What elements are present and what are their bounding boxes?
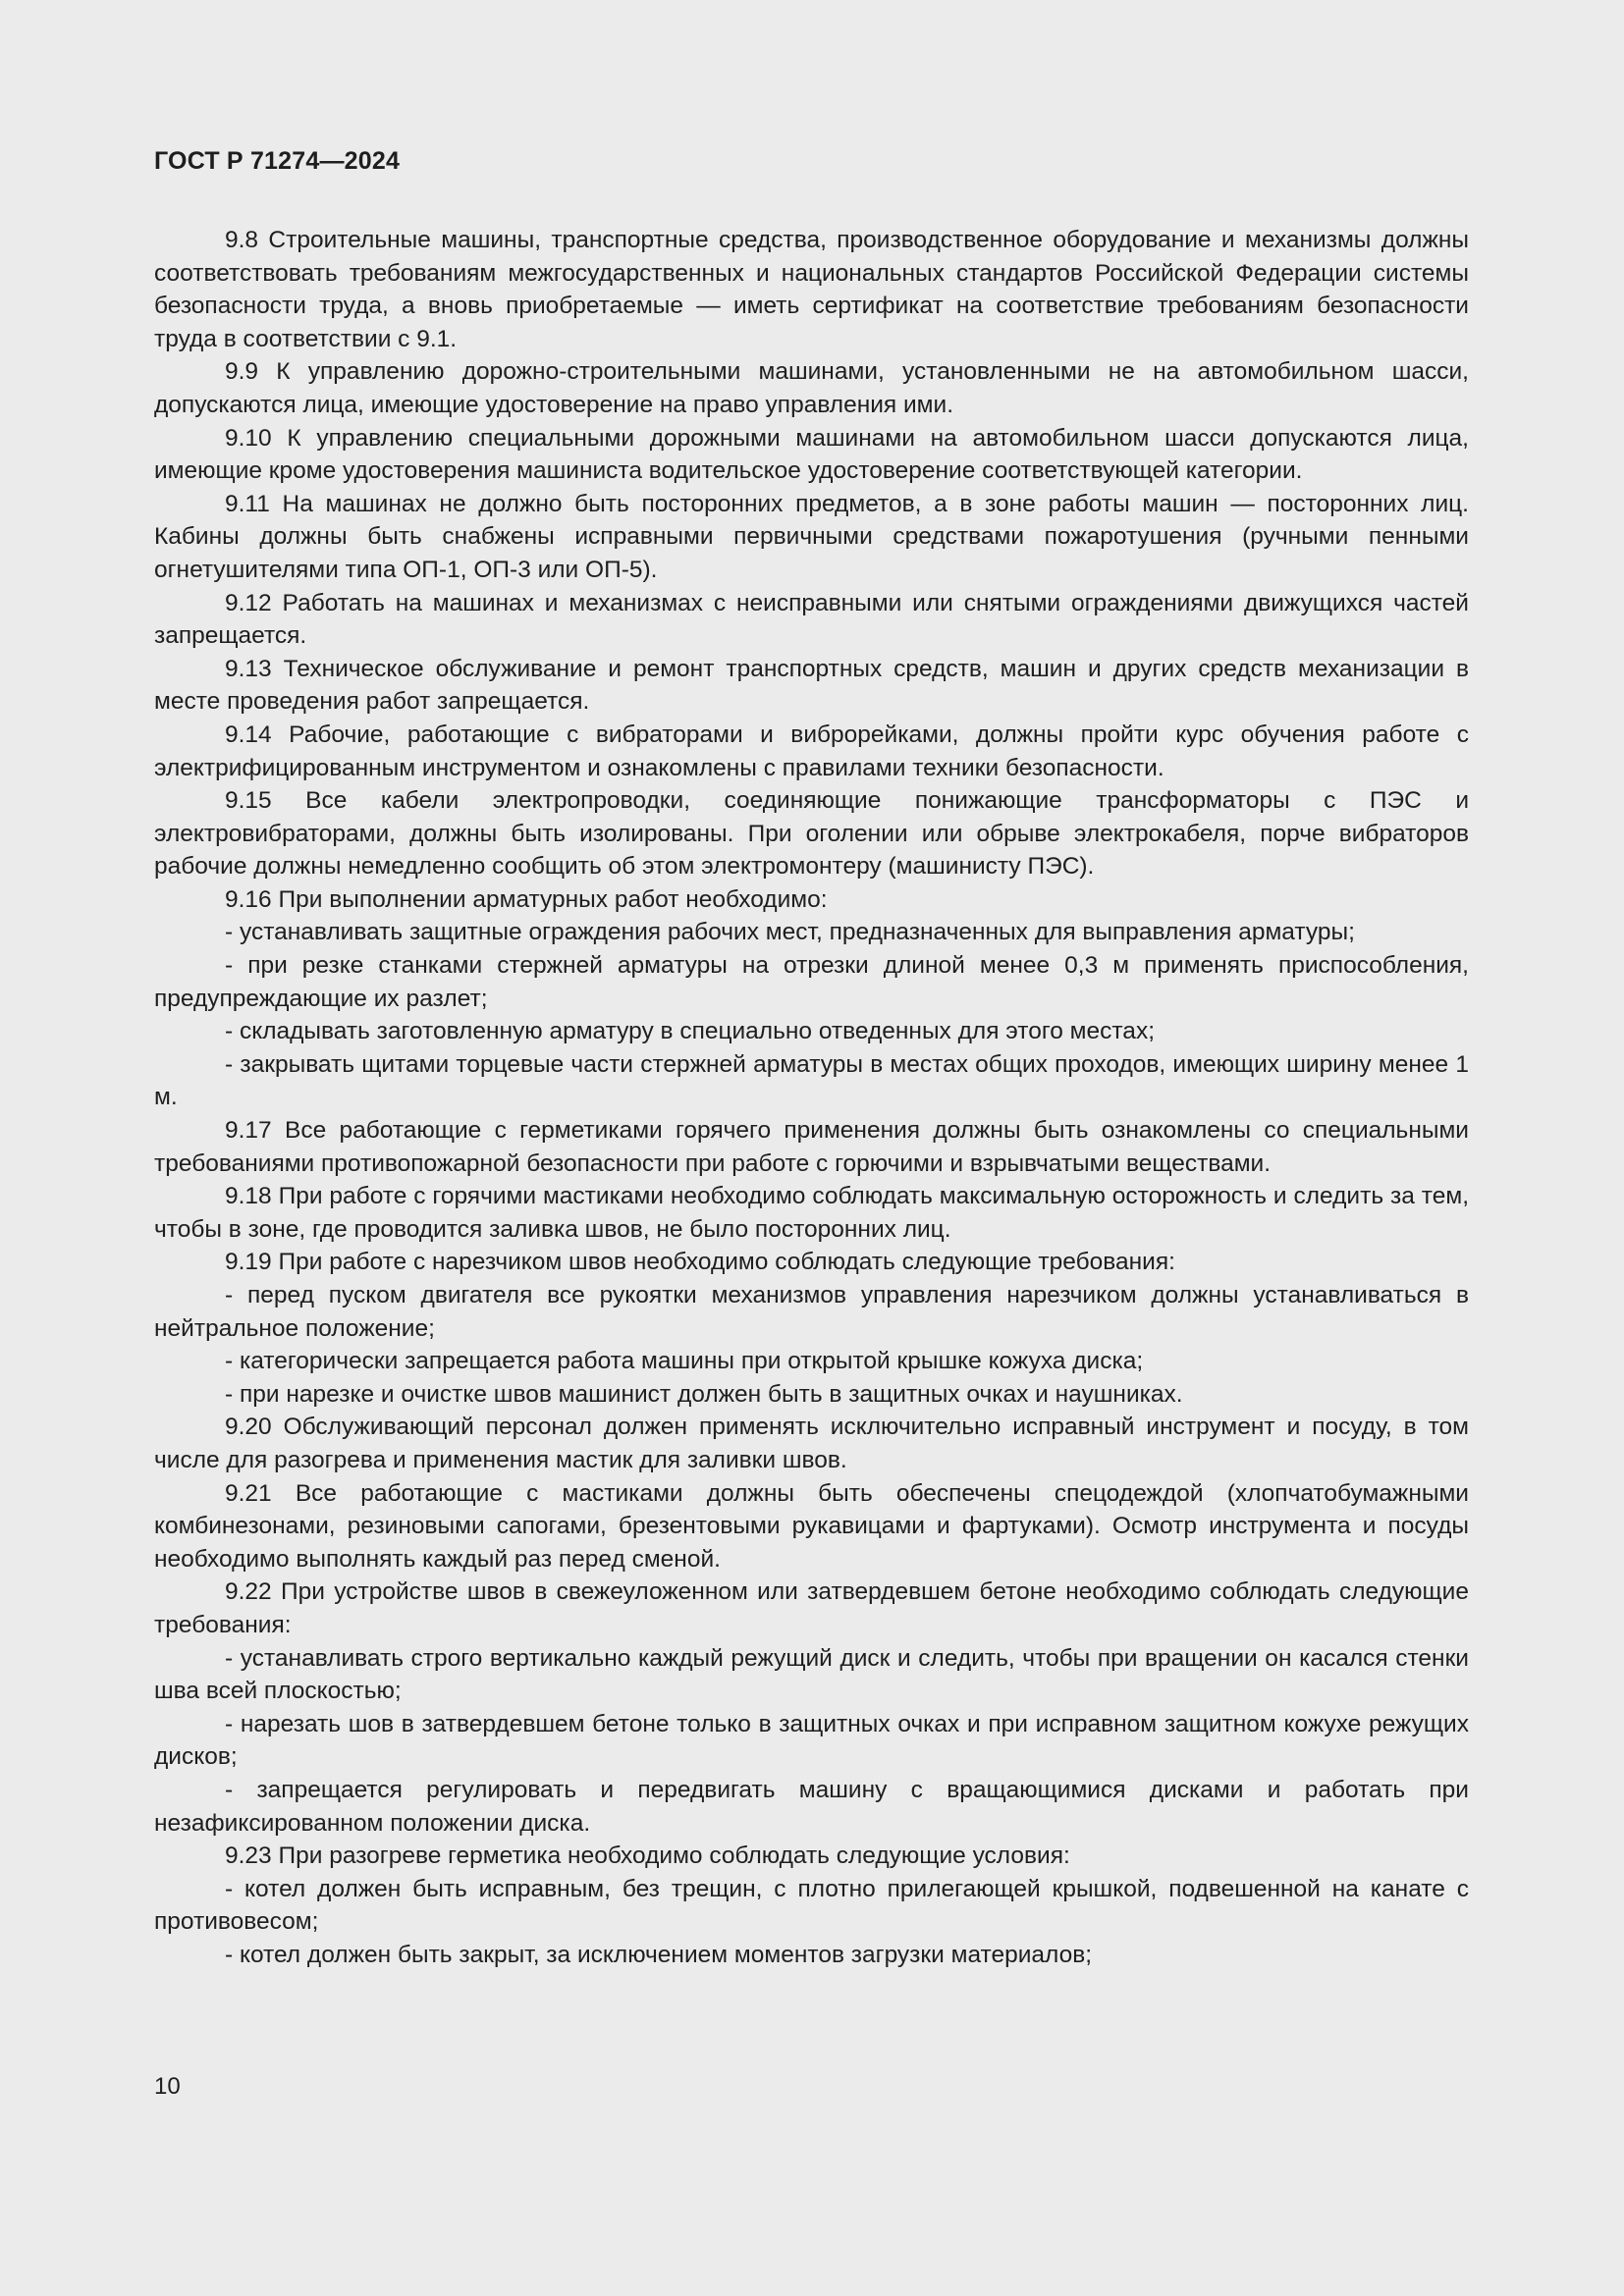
page-number: 10 xyxy=(154,2073,181,2100)
paragraph: 9.17 Все работающие с герметиками горячего применения должны быть ознакомлены со специальными требованиями противопожарной безопасности при работе с горючими и взрывчатыми веществами. xyxy=(154,1117,1469,1177)
paragraph: 9.13 Техническое обслуживание и ремонт транспортных средств, машин и других средств механизации в месте проведения работ запрещается. xyxy=(154,655,1469,716)
document-body xyxy=(154,224,1469,1971)
paragraph: 9.22 При устройстве швов в свежеуложенном или затвердевшем бетоне необходимо соблюдать следующие требования: xyxy=(154,1578,1469,1638)
list-item: - закрывать щитами торцевые части стержней арматуры в местах общих проходов, имеющих ширину менее 1 м. xyxy=(154,1050,1469,1111)
standard-designation: ГОСТ Р 71274—2024 xyxy=(154,147,401,175)
list-item: - запрещается регулировать и передвигать машину с вращающимися дисками и работать при незафиксированном положении диска. xyxy=(154,1776,1469,1837)
list-item: - при нарезке и очистке швов машинист должен быть в защитных очках и наушниках. xyxy=(225,1380,1183,1408)
paragraph: 9.19 При работе с нарезчиком швов необходимо соблюдать следующие требования: xyxy=(225,1249,1175,1276)
list-item: - нарезать шов в затвердевшем бетоне только в защитных очках и при исправном защитном кожухе режущих дисков; xyxy=(154,1710,1469,1771)
paragraph: 9.8 Строительные машины, транспортные средства, производственное оборудование и механизмы должны соответствовать требованиям межгосударственных и национальных стандартов Российской Федерации системы безопасности труда, а вновь приобретаемые — иметь сертификат на соответствие требованиям безопасности труда в соответствии с 9.1. xyxy=(154,227,1469,352)
list-item: - котел должен быть исправным, без трещин, с плотно прилегающей крышкой, подвешенной на канате с противовесом; xyxy=(154,1875,1469,1936)
list-item: - категорически запрещается работа машины при открытой крышке кожуха диска; xyxy=(225,1348,1144,1375)
list-item: - котел должен быть закрыт, за исключением моментов загрузки материалов; xyxy=(225,1941,1093,1968)
paragraph: 9.9 К управлению дорожно-строительными машинами, установленными не на автомобильном шасси, допускаются лица, имеющие удостоверение на право управления ими. xyxy=(154,358,1469,418)
paragraph: 9.10 К управлению специальными дорожными машинами на автомобильном шасси допускаются лица, имеющие кроме удостоверения машиниста водительское удостоверение соответствующей категории. xyxy=(154,424,1469,485)
list-item: - складывать заготовленную арматуру в специально отведенных для этого местах; xyxy=(225,1018,1155,1045)
paragraph: 9.16 При выполнении арматурных работ необходимо: xyxy=(225,885,828,913)
paragraph: 9.12 Работать на машинах и механизмах с неисправными или снятыми ограждениями движущихся частей запрещается. xyxy=(154,589,1469,650)
paragraph: 9.20 Обслуживающий персонал должен применять исключительно исправный инструмент и посуду, в том числе для разогрева и применения мастик для заливки швов. xyxy=(154,1414,1469,1473)
paragraph: 9.21 Все работающие с мастиками должны быть обеспечены спецодеждой (хлопчатобумажными комбинезонами, резиновыми сапогами, брезентовыми рукавицами и фартуками). Осмотр инструмента и посуды необходимо выполнять каждый раз перед сменой. xyxy=(154,1479,1469,1573)
list-item: - устанавливать защитные ограждения рабочих мест, предназначенных для выправления арматуры; xyxy=(225,919,1355,946)
paragraph: 9.23 При разогреве герметика необходимо соблюдать следующие условия: xyxy=(225,1842,1070,1870)
list-item: - при резке станками стержней арматуры на отрезки длиной менее 0,3 м применять приспособления, предупреждающие их разлет; xyxy=(154,952,1469,1012)
list-item: - перед пуском двигателя все рукоятки механизмов управления нарезчиком должны устанавливаться в нейтральное положение; xyxy=(154,1282,1469,1342)
paragraph: 9.14 Рабочие, работающие с вибраторами и виброрейками, должны пройти курс обучения работе с электрифицированным инструментом и ознакомлены с правилами техники безопасности. xyxy=(154,721,1469,781)
paragraph: 9.18 При работе с горячими мастиками необходимо соблюдать максимальную осторожность и следить за тем, чтобы в зоне, где проводится заливка швов, не было посторонних лиц. xyxy=(154,1183,1469,1243)
paragraph: 9.11 На машинах не должно быть посторонних предметов, а в зоне работы машин — посторонних лиц. Кабины должны быть снабжены исправными первичными средствами пожаротушения (ручными пенными огнетушителями типа ОП-1, ОП-3 или ОП-5). xyxy=(154,490,1469,583)
list-item: - устанавливать строго вертикально каждый режущий диск и следить, чтобы при вращении он касался стенки шва всей плоскостью; xyxy=(154,1644,1469,1705)
paragraph: 9.15 Все кабели электропроводки, соединяющие понижающие трансформаторы с ПЭС и электровибраторами, должны быть изолированы. При оголении или обрыве электрокабеля, порче вибраторов рабочие должны немедленно сообщить об этом электромонтеру (машинисту ПЭС). xyxy=(154,787,1469,881)
